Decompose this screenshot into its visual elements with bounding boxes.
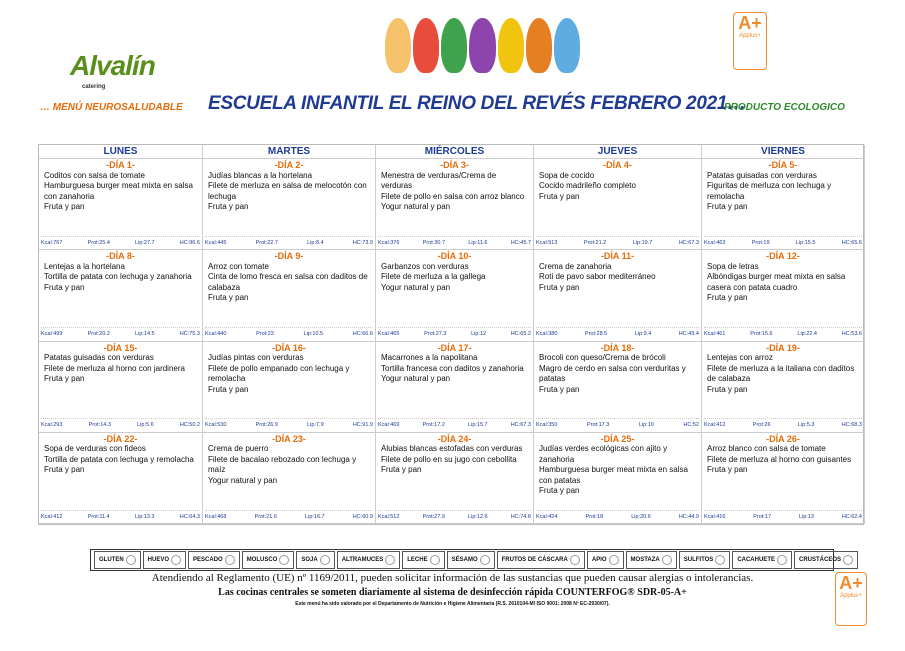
allergen-icon	[225, 555, 235, 565]
nutrition-value: Lip:10	[638, 422, 654, 429]
allergen-item	[242, 551, 295, 569]
day-number: -DÍA 17-	[437, 342, 472, 353]
allergen-item	[679, 551, 731, 569]
day-header: LUNES	[39, 145, 203, 159]
dish-line: Fruta y pan	[44, 374, 85, 383]
nutrition-row	[41, 236, 200, 249]
menu-cell	[39, 250, 203, 341]
dish-line: Filete de pollo en salsa con arroz blanco	[381, 191, 525, 201]
nutrition-value: Kcal:412	[704, 422, 726, 429]
dish-line: Menestra de verduras/Crema de verduras	[381, 170, 497, 190]
dish-line: Yogur natural y pan	[208, 475, 278, 485]
nutrition-value: Prot:23	[256, 331, 274, 337]
footer-disinfection: Las cocinas centrales se someten diariamente al sistema de desinfección rápida COUNTERFOG® SDR-05-A+	[218, 587, 687, 598]
nutrition-value: Prot:27.9	[422, 513, 445, 520]
dish-line: Lentejas con arroz	[707, 353, 773, 362]
dish-line: Albóndigas burger meat mixta en salsa casera con patata cuadro	[707, 272, 846, 292]
allergen-item	[497, 551, 585, 569]
nutrition-row	[41, 327, 200, 340]
nutrition-value: Lip:16.7	[305, 513, 325, 520]
allergen-icon	[662, 555, 672, 565]
allergen-icon	[279, 555, 289, 565]
day-number: -DÍA 4-	[603, 160, 632, 170]
menu-cell	[39, 159, 203, 250]
nutrition-value: HC:60.9	[352, 513, 373, 520]
nutrition-value: Prot:17	[753, 513, 772, 520]
nutrition-value: HC:91.9	[352, 422, 373, 429]
menu-cell	[702, 159, 865, 250]
day-header: MIÉRCOLES	[376, 145, 534, 159]
nutrition-value: Prot:21.6	[254, 513, 277, 520]
dish-line: Patatas guisadas con verduras	[707, 170, 817, 180]
allergen-item	[732, 551, 792, 569]
nutrition-value: HC:96.6	[179, 239, 200, 246]
allergen-item	[402, 551, 444, 569]
allergen-label: GLUTEN	[99, 557, 124, 563]
day-header: MARTES	[203, 145, 376, 159]
applus-badge	[733, 12, 767, 70]
dish-line: Arroz con tomate	[208, 261, 269, 271]
dish-line: Filete de bacalao rebozado con lechuga y maíz	[208, 454, 357, 475]
nutrition-value: Kcal:463	[704, 239, 726, 246]
nutrition-value: HC:44.9	[678, 513, 699, 520]
nutrition-value: Kcal:469	[378, 422, 400, 429]
nutrition-value: Lip:20.6	[631, 513, 651, 520]
dish-line: Judías verdes ecológicas con ajito y zanahoria	[539, 444, 668, 464]
dish-line: Patatas guisadas con verduras	[44, 353, 154, 362]
nutrition-row	[704, 327, 862, 340]
badge-top: A+	[738, 13, 762, 33]
nutrition-value: Lip:13.3	[134, 513, 155, 520]
dish-line: Fruta y pan	[208, 384, 249, 394]
nutrition-value: Kcal:376	[378, 239, 400, 246]
allergen-label: PESCADO	[193, 557, 223, 563]
menu-cell	[203, 250, 376, 341]
day-number: -DÍA 11-	[600, 251, 635, 262]
allergen-label: CACAHUETE	[737, 557, 775, 563]
dish-line: Garbanzos con verduras	[381, 261, 469, 271]
nutrition-value: Kcal:530	[205, 422, 227, 429]
nutrition-value: Lip:19.7	[632, 239, 653, 246]
dish-line: Filete de merluza al horno con guisantes	[707, 454, 852, 464]
dish-line: Fruta y pan	[539, 384, 580, 394]
nutrition-value: HC:65.2	[510, 331, 531, 337]
allergen-item	[143, 551, 186, 569]
dish-line: Sopa de verduras con fideos	[44, 444, 146, 454]
footer-nutrition: Este menú ha sido valorado por el Departamento de Nutrición e Higiene Alimentaria (R.S. 2610104-M/ ISO 9001: 2008 Nº EC-2930/07).	[295, 601, 610, 607]
dish-line: Tortilla francesa con daditos y zanahoria	[381, 363, 524, 373]
dish-line: Judías pintas con verduras	[208, 353, 304, 362]
dish-line: Brocoli con queso/Crema de brócoli	[539, 353, 666, 362]
nutrition-value: HC:67.3	[510, 422, 531, 429]
badge-bottom: Applus+	[840, 593, 862, 599]
nutrition-value: Kcal:380	[536, 331, 558, 337]
dish-line: Filete de pollo empanado con lechuga y remolacha	[208, 363, 350, 383]
dish-line: Tortilla de patata con lechuga y zanahoria	[44, 272, 192, 282]
menu-cell	[534, 159, 702, 250]
nutrition-value: Prot:26.9	[255, 422, 278, 429]
dish-line: Yogur natural y pan	[381, 282, 451, 292]
nutrition-value: Lip:15.5	[795, 239, 816, 246]
nutrition-row	[536, 418, 699, 431]
nutrition-row	[378, 418, 531, 431]
nutrition-row	[704, 236, 862, 249]
logo-text: Alvalín	[70, 50, 155, 81]
eco-label: PRODUCTO ECOLOGICO	[724, 102, 845, 113]
nutrition-row	[205, 418, 373, 431]
day-number: -DÍA 24-	[437, 433, 472, 444]
allergen-icon	[777, 555, 787, 565]
allergen-label: HUEVO	[147, 557, 170, 563]
dish-line: Sopa de letras	[707, 261, 759, 271]
nutrition-value: Kcal:461	[704, 331, 726, 337]
nutrition-value: Prot:25.4	[87, 239, 110, 246]
nutrition-value: Lip:27.7	[135, 239, 155, 246]
nutrition-value: Prot:20.2	[87, 331, 110, 337]
day-header: VIERNES	[702, 145, 865, 159]
nutrition-value: Prot:17.2	[422, 422, 445, 429]
allergen-label: FRUTOS DE CÁSCARA	[501, 557, 568, 563]
allergen-label: LECHE	[407, 557, 428, 563]
nutrition-value: Prot:28.5	[584, 331, 608, 337]
dish-line: Filete de merluza a la italiana con daditos de calabaza	[707, 363, 855, 383]
nutrition-row	[536, 327, 699, 340]
allergen-icon	[570, 555, 580, 565]
dish-line: Hamburguesa burger meat mixta en salsa con patatas	[539, 465, 688, 485]
day-number: -DÍA 19-	[766, 342, 800, 353]
menu-cell	[39, 433, 203, 524]
badge-top: A+	[839, 573, 863, 593]
dish-line: Filete de merluza en salsa de melocotón con lechuga	[208, 181, 367, 201]
nutrition-value: Lip:14.5	[135, 331, 155, 337]
nutrition-value: Lip:5.6	[137, 422, 154, 429]
allergen-item	[626, 551, 677, 569]
nutrition-value: Kcal:465	[378, 331, 400, 337]
nutrition-value: Kcal:412	[41, 513, 63, 520]
nutrition-row	[536, 236, 699, 249]
nutrition-value: Prot:18	[585, 513, 604, 520]
logo-subtext: catering	[82, 84, 106, 90]
tagline: … MENÚ NEUROSALUDABLE	[40, 102, 183, 113]
nutrition-value: Kcal:416	[704, 513, 726, 520]
dish-line: Fruta y pan	[707, 293, 748, 303]
nutrition-row	[536, 510, 699, 523]
nutrition-value: HC:75.3	[179, 331, 200, 337]
menu-cell	[39, 342, 203, 433]
nutrition-row	[704, 418, 862, 431]
dish-line: Fruta y pan	[44, 202, 85, 211]
day-number: -DÍA 8-	[106, 251, 135, 262]
allergen-legend	[90, 549, 841, 571]
nutrition-value: Prot:15.6	[750, 331, 773, 337]
dish-line: Yogur natural y pan	[381, 374, 451, 383]
nutrition-value: Lip:5.3	[797, 422, 815, 429]
menu-cell	[702, 250, 865, 341]
nutrition-value: Prot:14.3	[88, 422, 111, 429]
nutrition-row	[378, 236, 531, 249]
nutrition-row	[205, 510, 373, 523]
nutrition-value: HC:45.7	[510, 239, 531, 246]
nutrition-value: HC:66.6	[352, 331, 373, 337]
nutrition-value: Prot:21.2	[583, 239, 607, 246]
menu-cell	[376, 159, 534, 250]
nutrition-row	[205, 236, 373, 249]
nutrition-value: Kcal:445	[205, 239, 227, 246]
nutrition-value: Prot:26	[752, 422, 771, 429]
dish-line: Coditos con salsa de tomate	[44, 170, 145, 180]
allergen-label: SULFITOS	[683, 557, 714, 563]
allergen-label: MOLUSCO	[246, 557, 278, 563]
nutrition-value: Kcal:499	[41, 331, 63, 337]
allergen-icon	[715, 555, 725, 565]
dish-line: Macarrones a la napolitana	[381, 353, 478, 362]
footer-regulation: Atendiendo al Reglamento (UE) nº 1169/2011, pueden solicitar información de las sustancias que pueden causar alergias o intolerancias.	[151, 572, 754, 584]
nutrition-value: Lip:12	[471, 331, 487, 337]
nutrition-value: Kcal:468	[205, 513, 227, 520]
alvalin-logo	[60, 40, 220, 100]
nutrition-value: Kcal:424	[536, 513, 558, 520]
dish-line: Lentejas a la hortelana	[44, 261, 125, 271]
day-number: -DÍA 22-	[103, 433, 138, 444]
allergen-icon	[171, 555, 181, 565]
allergen-item	[296, 551, 334, 569]
nutrition-value: Lip:11.6	[468, 239, 488, 246]
dish-line: Hamburguesa burger meat mixta en salsa con zanahoria	[44, 181, 193, 201]
nutrition-value: HC:50.2	[179, 422, 200, 429]
nutrition-value: Lip:9.4	[634, 331, 652, 337]
nutrition-value: HC:53.6	[841, 331, 862, 337]
menu-cell	[203, 159, 376, 250]
applus-badge-footer	[835, 572, 867, 626]
dish-line: Fruta y pan	[208, 202, 249, 211]
nutrition-value: HC:49.4	[678, 331, 699, 337]
day-number: -DÍA 16-	[272, 342, 306, 353]
nutrition-row	[378, 327, 531, 340]
nutrition-value: Prot:19	[751, 239, 770, 246]
day-number: -DÍA 15-	[103, 342, 138, 353]
dish-line: Fruta y pan	[539, 191, 580, 201]
menu-cell	[376, 250, 534, 341]
menu-cell	[534, 433, 702, 524]
nutrition-value: Kcal:293	[41, 422, 63, 429]
dish-line: Crema de zanahoria	[539, 261, 612, 271]
dish-line: Fruta y pan	[208, 293, 249, 303]
allergen-label: MOSTAZA	[630, 557, 660, 563]
day-number: -DÍA 26-	[766, 433, 800, 444]
nutrition-row	[205, 327, 373, 340]
nutrition-value: HC:68.3	[841, 422, 862, 429]
nutrition-value: HC:65.6	[841, 239, 862, 246]
allergen-label: APIO	[591, 557, 607, 563]
nutrition-value: Prot:27.3	[424, 331, 447, 337]
day-number: -DÍA 12-	[766, 251, 800, 262]
dish-line: Figuritas de merluza con lechuga y remolacha	[707, 181, 832, 201]
nutrition-row	[41, 418, 200, 431]
nutrition-value: Prot:17.3	[586, 422, 610, 429]
allergen-label: CRUSTÁCEOS	[798, 557, 841, 563]
day-number: -DÍA 18-	[600, 342, 635, 353]
dish-line: Filete de pollo en su jugo con cebollita	[381, 454, 517, 464]
allergen-icon	[320, 555, 330, 565]
allergen-label: ALTRAMUCES	[341, 557, 384, 563]
day-number: -DÍA 9-	[274, 251, 304, 262]
dish-line: Fruta y pan	[707, 465, 748, 475]
dish-line: Sopa de cocido	[539, 170, 595, 180]
dish-line: Magro de cerdo en salsa con verduritas y patatas	[539, 363, 686, 383]
nutrition-value: Kcal:512	[378, 513, 400, 520]
dish-line: Roti de pavo sabor mediterráneo	[539, 272, 656, 282]
day-number: -DÍA 3-	[440, 160, 469, 170]
nutrition-value: Kcal:767	[41, 239, 63, 246]
dish-line: Fruta y pan	[539, 486, 580, 496]
nutrition-value: Lip:13	[798, 513, 814, 520]
nutrition-value: Lip:22.4	[797, 331, 817, 337]
day-number: -DÍA 2-	[274, 160, 304, 170]
day-number: -DÍA 1-	[106, 160, 135, 170]
day-number: -DÍA 5-	[768, 160, 798, 170]
children-illustration	[385, 18, 580, 73]
dish-line: Fruta y pan	[707, 202, 748, 211]
nutrition-value: Prot:30.7	[422, 239, 446, 246]
dish-line: Fruta y pan	[44, 282, 85, 292]
allergen-icon	[126, 555, 136, 565]
nutrition-value: HC:67.3	[678, 239, 699, 246]
menu-cell	[534, 250, 702, 341]
allergen-item	[337, 551, 401, 569]
allergen-item	[587, 551, 624, 569]
nutrition-row	[704, 510, 862, 523]
nutrition-value: Lip:15.7	[468, 422, 488, 429]
nutrition-value: Prot:11.4	[87, 513, 110, 520]
nutrition-value: Lip:7.9	[307, 422, 324, 429]
allergen-icon	[609, 555, 619, 565]
day-number: -DÍA 25-	[600, 433, 635, 444]
day-header: JUEVES	[534, 145, 702, 159]
allergen-label: SÉSAMO	[451, 557, 478, 563]
dish-line: Fruta y pan	[44, 465, 85, 475]
nutrition-value: Kcal:513	[536, 239, 558, 246]
dish-line: Fruta y pan	[707, 384, 748, 394]
menu-cell	[702, 433, 865, 524]
day-number: -DÍA 10-	[437, 251, 472, 262]
allergen-item	[447, 551, 495, 569]
menu-cell	[203, 342, 376, 433]
nutrition-value: HC:73.9	[352, 239, 373, 246]
nutrition-value: Kcal:440	[205, 331, 227, 337]
nutrition-value: Lip:8.4	[307, 239, 324, 246]
dish-line: Alubias blancas estofadas con verduras	[381, 444, 523, 454]
menu-cell	[376, 433, 534, 524]
page-title: ESCUELA INFANTIL EL REINO DEL REVÉS FEBRERO 2021…	[208, 93, 746, 114]
allergen-label: SOJA	[301, 557, 318, 563]
dish-line: Arroz blanco con salsa de tomate	[707, 444, 826, 454]
nutrition-row	[378, 510, 531, 523]
allergen-item	[188, 551, 240, 569]
nutrition-value: HC:74.8	[510, 513, 531, 520]
allergen-item	[94, 551, 141, 569]
menu-grid	[38, 144, 864, 525]
dish-line: Cocido madrileño completo	[539, 181, 636, 190]
nutrition-value: HC:52	[683, 422, 699, 429]
allergen-icon	[480, 555, 490, 565]
allergen-icon	[430, 555, 440, 565]
nutrition-value: Kcal:350	[536, 422, 558, 429]
dish-line: Filete de merluza a la gallega	[381, 272, 486, 282]
dish-line: Fruta y pan	[539, 282, 580, 292]
dish-line: Filete de merluza al horno con jardinera	[44, 363, 185, 373]
nutrition-value: HC:62.4	[841, 513, 862, 520]
dish-line: Judías blancas a la hortelana	[208, 170, 313, 180]
dish-line: Crema de puerro	[208, 444, 269, 454]
nutrition-value: Lip:12.6	[468, 513, 488, 520]
menu-cell	[376, 342, 534, 433]
allergen-item	[794, 551, 858, 569]
nutrition-row	[41, 510, 200, 523]
day-number: -DÍA 23-	[272, 433, 306, 444]
dish-line: Yogur natural y pan	[381, 202, 451, 211]
menu-cell	[702, 342, 865, 433]
nutrition-value: Prot:22.7	[255, 239, 278, 246]
menu-cell	[203, 433, 376, 524]
allergen-icon	[843, 555, 853, 565]
dish-line: Fruta y pan	[381, 465, 422, 475]
allergen-icon	[385, 555, 395, 565]
dish-line: Cinta de lomo fresca en salsa con daditos de calabaza	[208, 272, 368, 292]
badge-bottom: Applus+	[739, 33, 761, 39]
nutrition-value: HC:64.3	[179, 513, 200, 520]
nutrition-value: Lip:10.5	[303, 331, 324, 337]
menu-cell	[534, 342, 702, 433]
dish-line: Tortilla de patata con lechuga y remolacha	[44, 454, 194, 464]
